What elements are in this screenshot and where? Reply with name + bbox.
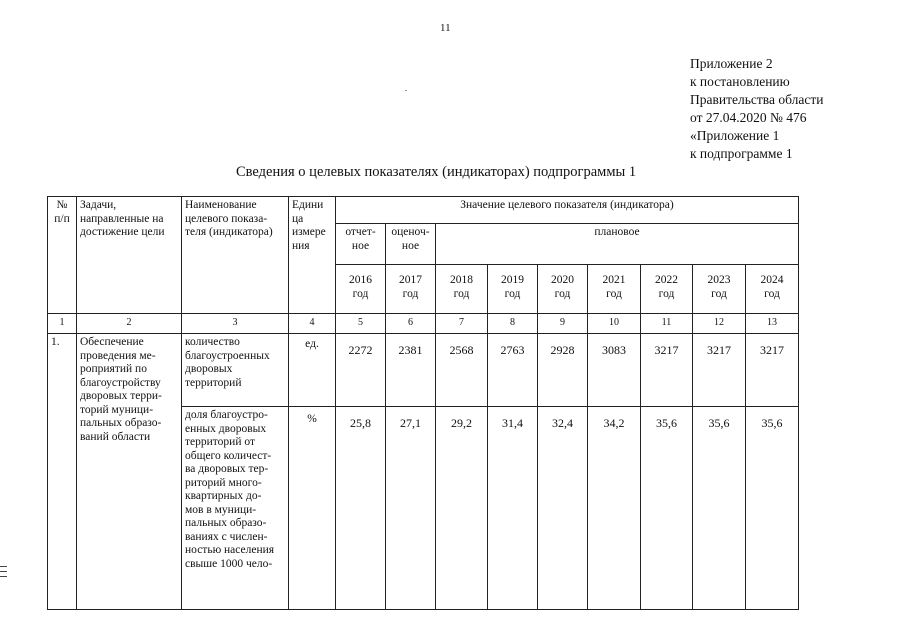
header-text: целевого показа- — [185, 212, 268, 225]
header-text: ное — [401, 239, 420, 252]
header-year — [386, 265, 436, 314]
value-cell: 29,2 — [436, 407, 488, 610]
indicator-name-line: общего количест- — [185, 449, 272, 462]
header-year — [436, 265, 488, 314]
column-number: 9 — [538, 314, 588, 334]
column-number: 2 — [77, 314, 182, 334]
value-cell: 3083 — [588, 334, 641, 407]
value-cell: 31,4 — [488, 407, 538, 610]
header-num — [48, 197, 77, 314]
header-year — [538, 265, 588, 314]
value-cell: 3217 — [693, 334, 746, 407]
header-year — [488, 265, 538, 314]
header-unit — [289, 197, 336, 314]
column-number: 1 — [48, 314, 77, 334]
header-text: направленные на — [80, 212, 164, 225]
indicator-name-line: доля благоустро- — [185, 409, 268, 421]
column-number: 13 — [746, 314, 799, 334]
year-value: 2024 — [760, 274, 784, 286]
header-text: ное — [351, 239, 370, 252]
indicator-name-line: мов в муници- — [185, 503, 257, 516]
appendix-line: Приложение 2 — [690, 56, 773, 71]
appendix-line: к подпрограмме 1 — [690, 146, 793, 161]
header-text: Наименование — [185, 199, 257, 211]
value-cell: 2928 — [538, 334, 588, 407]
header-indicator-name — [182, 197, 289, 314]
task-line: торий муници- — [80, 403, 154, 416]
column-number: 10 — [588, 314, 641, 334]
header-text: отчет- — [345, 226, 376, 238]
scan-margin-marks — [0, 566, 7, 581]
task-cell — [77, 334, 182, 610]
value-cell: 35,6 — [746, 407, 799, 610]
year-value: 2018 — [450, 274, 473, 286]
header-text: Задачи, — [80, 199, 117, 211]
appendix-block — [690, 55, 823, 163]
indicator-name-line: ва дворовых тер- — [185, 463, 269, 475]
indicator-name-line: риторий много- — [185, 476, 262, 489]
value-cell: 3217 — [746, 334, 799, 407]
margin-mark — [0, 571, 7, 572]
indicator-name-line: пальных образо- — [185, 517, 267, 529]
year-suffix: год — [352, 288, 369, 300]
year-value: 2023 — [707, 274, 731, 286]
header-year — [336, 265, 386, 314]
header-text: достижение цели — [80, 226, 165, 238]
value-cell: 2272 — [336, 334, 386, 407]
task-line: роприятий по — [80, 363, 147, 375]
year-suffix: год — [711, 288, 727, 300]
value-cell: 2568 — [436, 334, 488, 407]
unit-cell: ед. — [289, 334, 336, 407]
indicators-table — [47, 196, 799, 610]
year-value: 2021 — [602, 274, 626, 286]
year-suffix: год — [764, 288, 780, 300]
value-cell: 34,2 — [588, 407, 641, 610]
indicator-name-line: ностью населения — [185, 544, 275, 556]
indicator-name-cell — [182, 407, 289, 610]
header-text: № — [56, 199, 68, 211]
appendix-line: «Приложение 1 — [690, 128, 780, 143]
margin-mark — [0, 576, 7, 577]
year-suffix: год — [658, 288, 675, 300]
header-text: Едини — [292, 199, 324, 211]
column-number-row — [48, 314, 799, 334]
indicator-name-cell — [182, 334, 289, 407]
appendix-line: к постановлению — [690, 74, 790, 89]
header-row — [48, 197, 799, 224]
indicator-name-line: территорий — [185, 376, 242, 389]
indicator-name-line: благоустроенных — [185, 349, 270, 362]
indicator-name-line: енных дворовых — [185, 422, 267, 435]
column-number: 11 — [641, 314, 693, 334]
year-suffix: год — [402, 288, 419, 300]
header-estimated — [386, 224, 436, 265]
indicator-name-line: свыше 1000 чело- — [185, 557, 273, 570]
indicator-name-line: дворовых — [185, 363, 233, 375]
header-tasks — [77, 197, 182, 314]
header-value-group: Значение целевого показателя (индикатора) — [336, 197, 799, 224]
indicator-name-line: количество — [185, 336, 240, 348]
scan-speck — [405, 90, 407, 91]
page-number: 11 — [440, 22, 451, 34]
task-line: дворовых терри- — [80, 390, 162, 402]
unit-cell: % — [289, 407, 336, 610]
header-text: измере — [292, 226, 326, 238]
indicator-name-line: ваниях с числен- — [185, 530, 268, 543]
value-cell: 2763 — [488, 334, 538, 407]
value-cell: 25,8 — [336, 407, 386, 610]
year-suffix: год — [453, 288, 470, 300]
year-suffix: год — [554, 288, 571, 300]
task-line: ваний области — [80, 430, 151, 443]
task-line: пальных образо- — [80, 417, 162, 429]
header-year — [746, 265, 799, 314]
column-number: 4 — [289, 314, 336, 334]
header-year — [588, 265, 641, 314]
year-value: 2019 — [501, 274, 524, 286]
document-title: Сведения о целевых показателях (индикаторах) подпрограммы 1 — [236, 164, 637, 180]
task-line: Обеспечение — [80, 336, 144, 348]
year-value: 2020 — [551, 274, 574, 286]
header-reported — [336, 224, 386, 265]
header-planned: плановое — [436, 224, 799, 265]
value-cell: 35,6 — [693, 407, 746, 610]
value-cell: 27,1 — [386, 407, 436, 610]
column-number: 6 — [386, 314, 436, 334]
column-number: 5 — [336, 314, 386, 334]
year-suffix: год — [504, 288, 521, 300]
value-cell: 3217 — [641, 334, 693, 407]
value-cell: 35,6 — [641, 407, 693, 610]
value-cell: 32,4 — [538, 407, 588, 610]
header-text: п/п — [54, 212, 70, 225]
column-number: 3 — [182, 314, 289, 334]
year-value: 2016 — [349, 274, 372, 286]
header-text: ния — [292, 239, 310, 252]
year-value: 2022 — [655, 274, 678, 286]
task-line: благоустройству — [80, 376, 161, 389]
header-year — [641, 265, 693, 314]
column-number: 7 — [436, 314, 488, 334]
value-cell: 2381 — [386, 334, 436, 407]
column-number: 8 — [488, 314, 538, 334]
indicator-name-line: квартирных до- — [185, 490, 262, 502]
year-value: 2017 — [399, 274, 422, 286]
row-number: 1. — [48, 334, 77, 610]
column-number: 12 — [693, 314, 746, 334]
header-text: теля (индикатора) — [185, 226, 273, 238]
year-suffix: год — [606, 288, 622, 300]
table-row — [48, 334, 799, 407]
header-text: ца — [292, 212, 304, 225]
task-line: проведения ме- — [80, 349, 156, 362]
indicator-name-line: территорий от — [185, 436, 255, 448]
header-year — [693, 265, 746, 314]
appendix-line: от 27.04.2020 № 476 — [690, 110, 807, 125]
margin-mark — [0, 566, 7, 567]
appendix-line: Правительства области — [690, 92, 824, 107]
header-text: оценоч- — [391, 226, 430, 238]
